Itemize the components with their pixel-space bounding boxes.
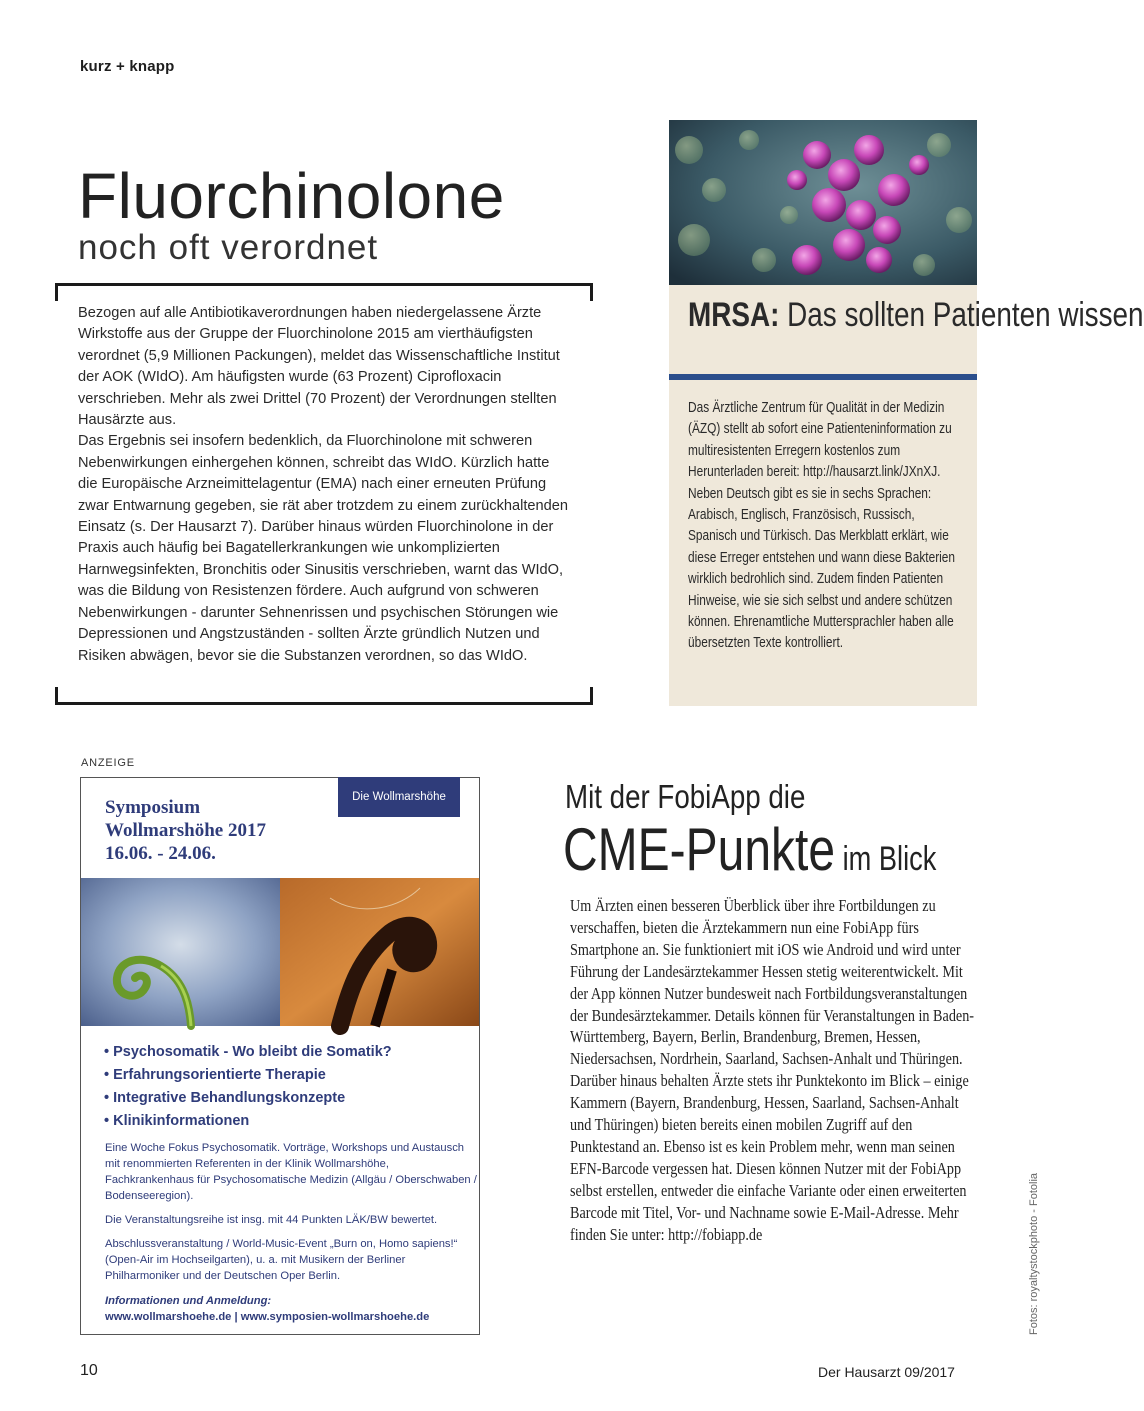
article2-title: [563, 815, 936, 884]
ad-title-line: Symposium: [105, 797, 201, 818]
ad-label: ANZEIGE: [81, 757, 135, 769]
ad-title: [105, 796, 266, 865]
article-body: [78, 303, 572, 667]
bacteria-photo: [669, 120, 977, 285]
ad-paragraph: Die Veranstaltungsreihe ist insg. mit 44 Punkten LÄK/BW bewertet.: [105, 1214, 438, 1226]
issue-label: Der Hausarzt 09/2017: [818, 1364, 955, 1380]
article2-kicker: Mit der FobiApp die: [565, 778, 806, 815]
page-number: 10: [80, 1362, 98, 1379]
article2-body: [570, 895, 974, 1246]
article2-title-main: CME-Punkte: [563, 816, 836, 883]
article-paragraph: Das Ergebnis sei insofern bedenklich, da Fluorchinolone mit schweren Nebenwirkungen einhergehen können, schreibt das WIdO. Kürzlich hatte die Europäische Arzneimittelagentur (EMA) nach einer erneuten Prüfung zwar Entwarnung gegeben, sie rät aber trotzdem zu einem zurückhaltenden Einsatz (s. Der Hausarzt 7). Darüber hinaus würden Fluorchinolone in der Praxis auch häufig bei Bagatellerkrankungen wie unkomplizierten Harnwegsinfekten, Bronchitis oder Sinusitis verschrieben, warnt das WIdO, was die Bildung von Resistenzen fördere. Auch aufgrund von schweren Nebenwirkungen - darunter Sehnenrissen und psychischen Störungen wie Depressionen und Angstzuständen - sollten Ärzte gründlich Nutzen und Risiken abwägen, bevor sie die Substanzen verordnen, so das WIdO.: [78, 433, 568, 664]
ad-title-line: 16.06. - 24.06.: [105, 843, 216, 864]
ad-bullet-item: • Erfahrungsorientierte Therapie: [104, 1064, 392, 1087]
article2-title-rest: im Blick: [835, 840, 937, 878]
mrsa-heading: [688, 296, 1144, 334]
article-subtitle: noch oft verordnet: [78, 228, 379, 267]
mrsa-heading-rest: Das sollten Patienten wissen: [779, 296, 1144, 334]
mrsa-paragraph: Das Ärztliche Zentrum für Qualität in der Medizin (ÄZQ) stellt ab sofort eine Patienteninformation zu multiresistenten Erregern kostenlos zum Herunterladen bereit: http://hausarzt.link/JXnXJ. Neben Deutsch gibt es sie in sechs Sprachen: Arabisch, Englisch, Französisch, Russisch, Spanisch und Türkisch. Das Merkblatt erklärt, wie diese Erreger entstehen und wann diese Bakterien wirklich bedrohlich sind. Zudem finden Patienten Hinweise, wie sie sich selbst und andere schützen können. Ehrenamtliche Muttersprachler haben alle übersetzten Texte kontrolliert.: [688, 400, 956, 652]
ad-description: [105, 1140, 477, 1292]
ad-bullet-list: [104, 1041, 392, 1133]
ad-info-label: Informationen und Anmeldung:: [105, 1295, 272, 1307]
ad-paragraph: Eine Woche Fokus Psychosomatik. Vorträge, Workshops und Austausch mit renommierten Referenten in der Klinik Wollmarshöhe, Fachkrankenhaus für Psychosomatische Medizin (Allgäu / Oberschwaben / Bodenseeregion).: [105, 1142, 477, 1202]
article2-paragraph: Um Ärzten einen besseren Überblick über ihre Fortbildungen zu verschaffen, bieten die Ärztekammern nun eine FobiApp fürs Smartphone an. Sie funktioniert mit iOS wie Android und wird unter Führung der Landesärztekammer Hessen stetig weiterentwickelt. Mit der App können Nutzer bundesweit nach Fortbildungsveranstaltungen der Bundesärztekammer. Details können für Veranstaltungen in Baden-Württemberg, Bayern, Berlin, Brandenburg, Bremen, Hessen, Niedersachsen, Nordrhein, Saarland, Sachsen-Anhalt und Thüringen. Darüber hinaus behalten Ärzte stets ihr Punktekonto im Blick – einige Kammern (Bayern, Brandenburg, Hessen, Saarland, Sachsen-Anhalt und Thüringen) bieten bereits einen mobilen Zugriff auf den Punktestand an. Ebenso ist es kein Problem mehr, wenn man seinen EFN-Barcode vergessen hat. Diesen können Nutzer mit der FobiApp selbst erstellen, entweder die einfache Variante oder einen erweiterten Barcode mit Titel, Vor- und Nachname sowie E-Mail-Adresse. Mehr finden Sie unter: http://fobiapp.de: [570, 896, 975, 1244]
ad-title-line: Wollmarshöhe 2017: [105, 820, 266, 841]
bracket-bottom-divider: [55, 687, 593, 705]
section-label: kurz + knapp: [80, 58, 175, 75]
ad-website-links[interactable]: www.wollmarshoehe.de | www.symposien-wollmarshoehe.de: [105, 1311, 430, 1323]
mrsa-body-text: [688, 398, 959, 655]
ad-bullet-item: • Klinikinformationen: [104, 1110, 392, 1133]
ad-brand-logo: Die Wollmarshöhe: [338, 777, 460, 817]
mrsa-divider: [669, 374, 977, 380]
ad-bullet-item: • Psychosomatik - Wo bleibt die Somatik?: [104, 1041, 392, 1064]
bracket-top-divider: [55, 283, 593, 301]
fern-photo: [81, 878, 280, 1026]
mrsa-heading-bold: MRSA:: [688, 296, 780, 334]
ad-paragraph: Abschlussveranstaltung / World-Music-Event „Burn on, Homo sapiens!“ (Open-Air im Hochseilgarten), u. a. mit Musikern der Berliner Philharmoniker und der Deutschen Oper Berlin.: [105, 1238, 458, 1282]
photo-credit: Fotos: royaltystockphoto - Fotolia: [1028, 1172, 1040, 1335]
article-paragraph: Bezogen auf alle Antibiotikaverordnungen haben niedergelassene Ärzte Wirkstoffe aus der Gruppe der Fluorchinolone 2015 am vierthäufigsten verordnet (5,9 Millionen Packungen), meldet das Wissenschaftliche Institut der AOK (WIdO). Am häufigsten wurde (63 Prozent) Ciprofloxacin verschrieben. Mehr als zwei Drittel (70 Prozent) der Verordnungen stellten Hausärzte aus.: [78, 305, 560, 429]
violin-scroll-photo: [280, 878, 479, 1026]
ad-bullet-item: • Integrative Behandlungskonzepte: [104, 1087, 392, 1110]
article-title: Fluorchinolone: [78, 160, 505, 232]
